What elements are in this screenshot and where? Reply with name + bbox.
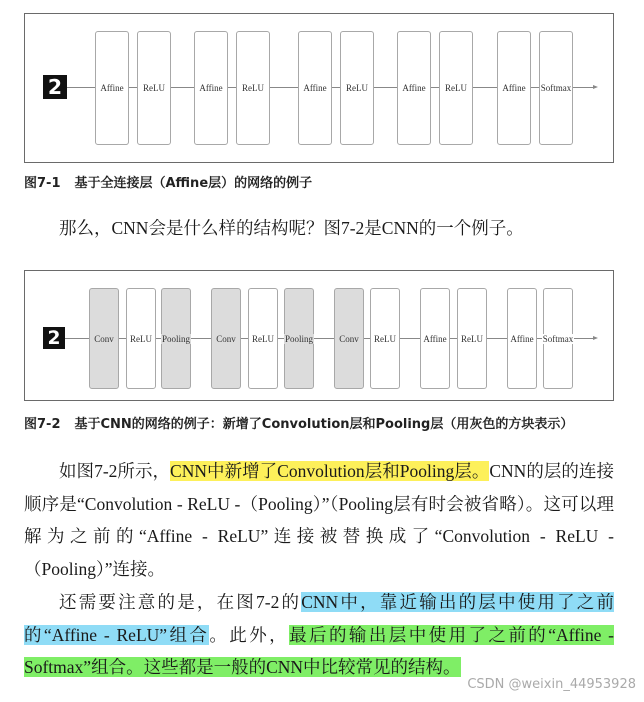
caption-number: 图7-2 <box>24 417 61 432</box>
text: 还需要注意的是，在图7-2的 <box>59 592 302 612</box>
layer-pooling <box>284 288 314 389</box>
layer-label: ReLU <box>445 83 467 93</box>
watermark: CSDN @weixin_44953928 <box>467 677 636 692</box>
layer-affine <box>507 288 537 389</box>
layer-label: ReLU <box>252 333 274 344</box>
layer-relu <box>248 288 278 389</box>
layer-label: Affine <box>199 83 223 93</box>
layer-affine <box>420 288 450 389</box>
figure-7-1-caption <box>24 172 312 191</box>
layer-label: ReLU <box>130 333 152 344</box>
layer-label: ReLU <box>374 333 396 344</box>
layer-relu <box>457 288 487 389</box>
intro-paragraph: 那么，CNN会是什么样的结构呢？图7-2是CNN的一个例子。 <box>59 218 524 238</box>
layer-label: Affine <box>100 83 124 93</box>
caption-text: 基于全连接层（Affine层）的网络的例子 <box>74 176 313 191</box>
layer-softmax <box>543 288 573 389</box>
caption-number: 图7-1 <box>24 176 61 191</box>
text: 如图7-2所示， <box>59 461 171 481</box>
layer-label: Conv <box>94 333 114 344</box>
caption-text: 基于CNN的网络的例子：新增了Convolution层和Pooling层（用灰色的方块表示） <box>74 417 574 432</box>
layer-label: Affine <box>423 333 447 344</box>
blue-highlight: CNN中，靠近输出的层中使用了之前的“Affine - ReLU”组合 <box>24 592 615 645</box>
layer-label: ReLU <box>461 333 483 344</box>
layer-conv <box>211 288 241 389</box>
input-digit-image: 2 <box>43 75 67 99</box>
paragraph-1 <box>24 455 614 585</box>
layer-conv <box>334 288 364 389</box>
layer-label: Pooling <box>162 333 191 344</box>
layer-label: Affine <box>510 333 534 344</box>
layer-label: Softmax <box>540 83 572 93</box>
paragraph-2 <box>24 586 614 684</box>
layer-pooling <box>161 288 191 389</box>
layer-label: Affine <box>402 83 426 93</box>
layer-label: ReLU <box>346 83 368 93</box>
layer-relu <box>126 288 156 389</box>
layer-relu <box>370 288 400 389</box>
yellow-highlight: CNN中新增了Convolution层和Pooling层。 <box>170 461 490 481</box>
text: CNN的层的连接顺序是“Convolution - ReLU -（Pooling）”（Pooling层有时会被省略）。这可以理解为之前的“Affine - ReLU”连接被替换成了“Convolution - ReLU -（Pooling）”连接。 <box>24 461 614 579</box>
figure-7-2-caption <box>24 413 573 432</box>
input-digit-image: 2 <box>43 327 65 349</box>
layer-conv <box>89 288 119 389</box>
figure-7-2 <box>24 270 614 401</box>
layer-label: Conv <box>216 333 236 344</box>
layer-label: Pooling <box>285 333 314 344</box>
green-highlight: 最后的输出层中使用了之前的“Affine - Softmax”组合。这些都是一般的CNN中比较常见的结构。 <box>24 624 614 677</box>
layer-label: Affine <box>502 83 526 93</box>
layer-label: Affine <box>303 83 327 93</box>
output-arrow-icon <box>593 336 598 340</box>
layer-label: ReLU <box>242 83 264 93</box>
layer-label: Softmax <box>542 333 574 344</box>
text: 。此外， <box>209 624 290 645</box>
layer-label: ReLU <box>143 83 165 93</box>
layer-label: Conv <box>339 333 359 344</box>
